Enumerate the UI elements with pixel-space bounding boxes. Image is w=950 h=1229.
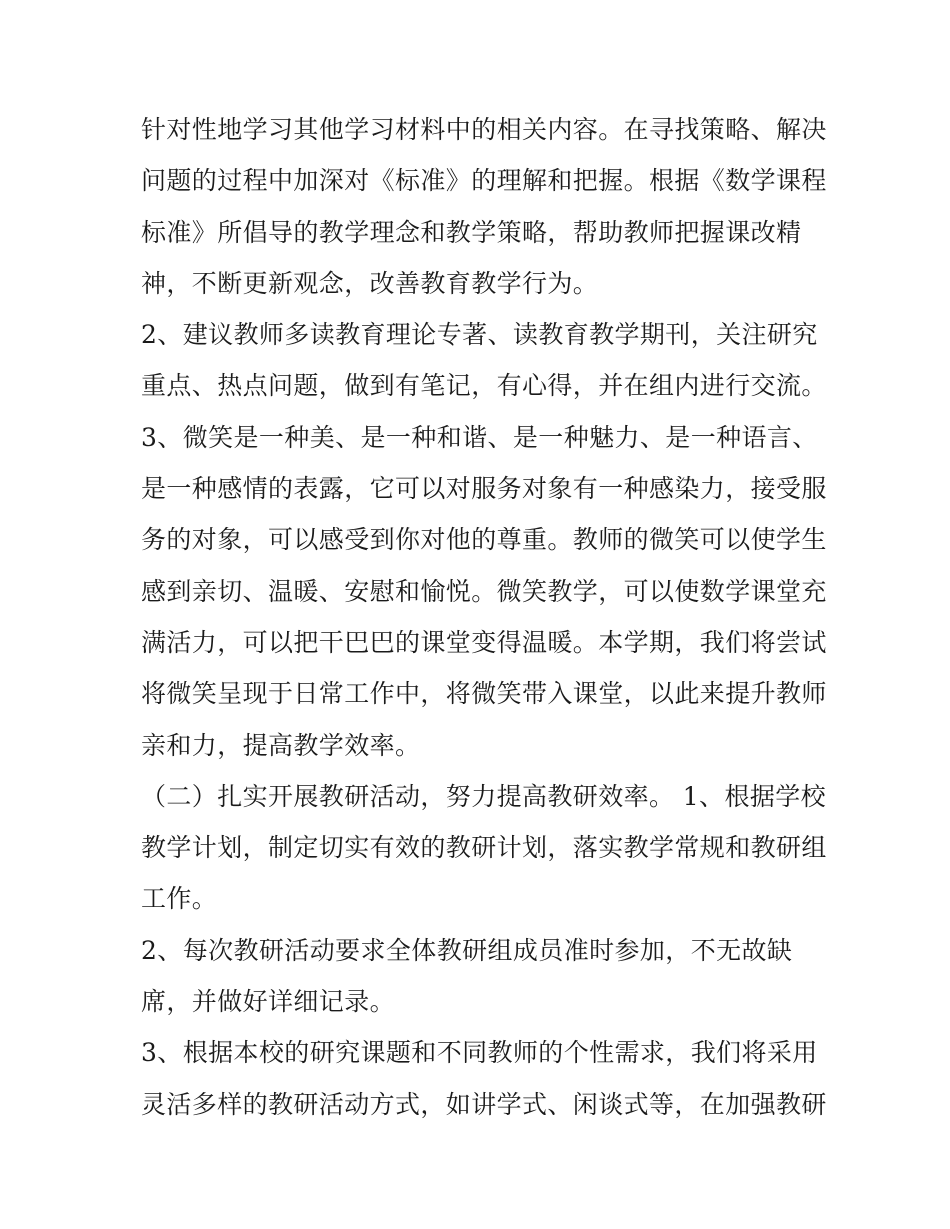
text-line: 2、每次教研活动要求全体教研组成员准时参加，不无故缺	[141, 935, 793, 965]
text-line: 标准》所倡导的教学理念和教学策略，帮助教师把握课改精	[141, 217, 802, 247]
text-line: 席，并做好详细记录。	[141, 987, 396, 1017]
text-line: 亲和力，提高教学效率。	[141, 730, 421, 760]
text-line: 3、微笑是一种美、是一种和谐、是一种魅力、是一种语言、	[141, 422, 818, 452]
text-line: 2、建议教师多读教育理论专著、读教育教学期刊，关注研究	[141, 320, 818, 350]
text-line: 问题的过程中加深对《标准》的理解和把握。根据《数学课程	[141, 166, 827, 196]
text-line: 灵活多样的教研活动方式，如讲学式、闲谈式等，在加强教研	[141, 1089, 827, 1119]
text-line: 工作。	[141, 884, 218, 914]
text-line: 将微笑呈现于日常工作中，将微笑带入课堂，以此来提升教师	[141, 679, 827, 709]
text-line: 3、根据本校的研究课题和不同教师的个性需求，我们将采用	[141, 1038, 818, 1068]
text-line: 满活力，可以把干巴巴的课堂变得温暖。本学期，我们将尝试	[141, 627, 827, 657]
text-line: （二）扎实开展教研活动，努力提高教研效率。 1、根据学校	[141, 781, 827, 811]
text-line: 重点、热点问题，做到有笔记，有心得，并在组内进行交流。	[141, 371, 827, 401]
text-line: 是一种感情的表露，它可以对服务对象有一种感染力，接受服	[141, 474, 827, 504]
text-line: 神，不断更新观念，改善教育教学行为。	[141, 268, 599, 298]
text-line: 感到亲切、温暖、安慰和愉悦。微笑教学，可以使数学课堂充	[141, 576, 827, 606]
text-line: 针对性地学习其他学习材料中的相关内容。在寻找策略、解决	[141, 115, 827, 144]
document-body	[141, 104, 827, 1130]
text-line: 务的对象，可以感受到你对他的尊重。教师的微笑可以使学生	[141, 525, 827, 555]
text-line: 教学计划，制定切实有效的教研计划，落实教学常规和教研组	[141, 833, 827, 863]
